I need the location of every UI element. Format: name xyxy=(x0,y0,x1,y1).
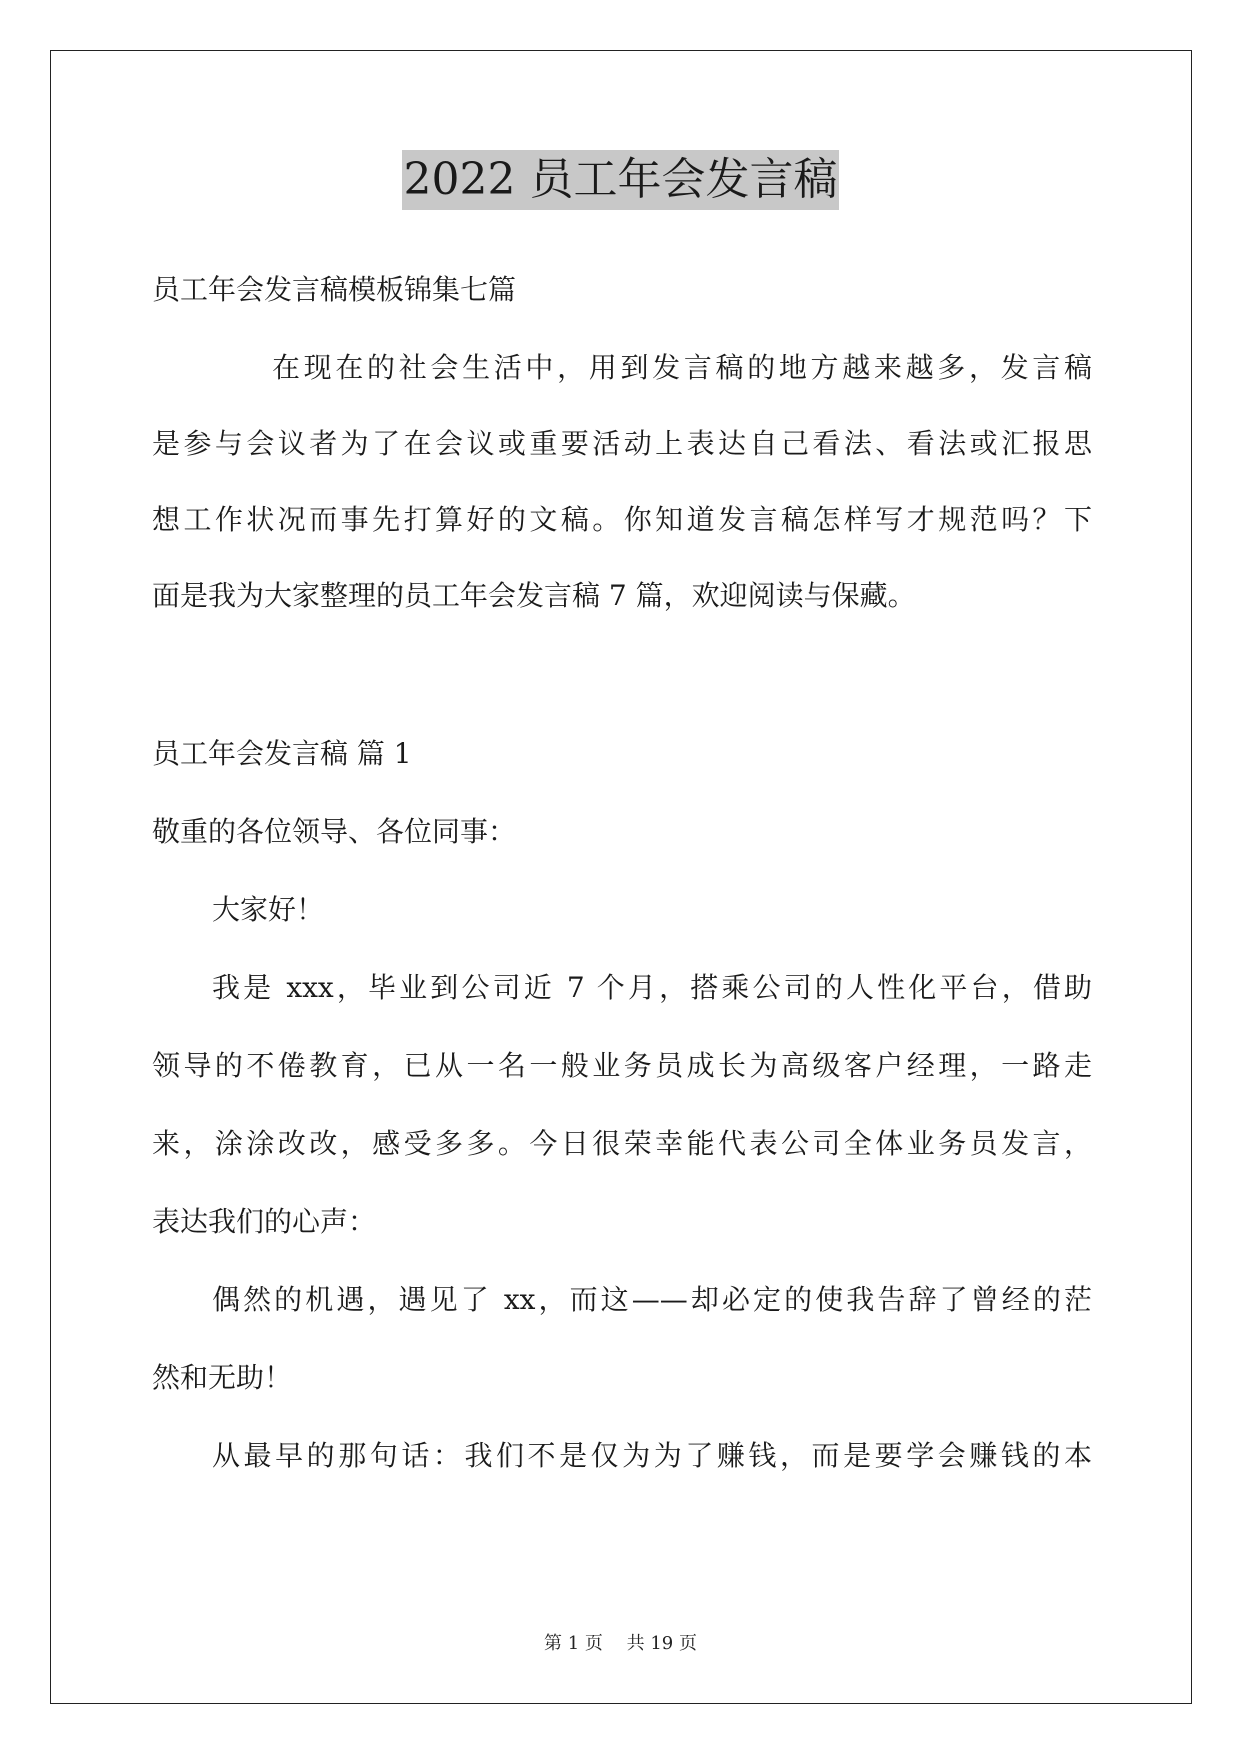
intro-line-2: 是参与会议者为了在会议或重要活动上表达自己看法、看法或汇报思 xyxy=(152,427,1092,460)
intro-line-4: 面是我为大家整理的员工年会发言稿 7 篇，欢迎阅读与保藏。 xyxy=(152,579,916,612)
salutation-line: 敬重的各位领导、各位同事： xyxy=(152,815,517,848)
body-line-6: 然和无助！ xyxy=(152,1361,293,1394)
title-container xyxy=(0,150,1241,210)
section-heading: 员工年会发言稿 篇 1 xyxy=(152,737,412,770)
page-number-footer: 第 1 页 共 19 页 xyxy=(544,1633,697,1654)
body-line-5: 偶然的机遇，遇见了 xx，而这——却必定的使我告辞了曾经的茫 xyxy=(212,1283,1092,1316)
greeting-line: 大家好！ xyxy=(212,893,325,926)
document-title: 2022 员工年会发言稿 xyxy=(402,150,840,210)
intro-line-3: 想工作状况而事先打算好的文稿。你知道发言稿怎样写才规范吗？下 xyxy=(152,503,1092,536)
body-line-4: 表达我们的心声： xyxy=(152,1205,377,1238)
body-line-1: 我是 xxx，毕业到公司近 7 个月，搭乘公司的人性化平台，借助 xyxy=(212,971,1092,1004)
subtitle-line: 员工年会发言稿模板锦集七篇 xyxy=(152,273,517,306)
body-line-3: 来，涂涂改改，感受多多。今日很荣幸能代表公司全体业务员发言， xyxy=(152,1127,1092,1160)
body-line-2: 领导的不倦教育，已从一名一般业务员成长为高级客户经理，一路走 xyxy=(152,1049,1092,1082)
intro-line-1: 在现在的社会生活中，用到发言稿的地方越来越多，发言稿 xyxy=(272,351,1092,384)
body-line-7: 从最早的那句话：我们不是仅为为了赚钱，而是要学会赚钱的本 xyxy=(212,1439,1092,1472)
